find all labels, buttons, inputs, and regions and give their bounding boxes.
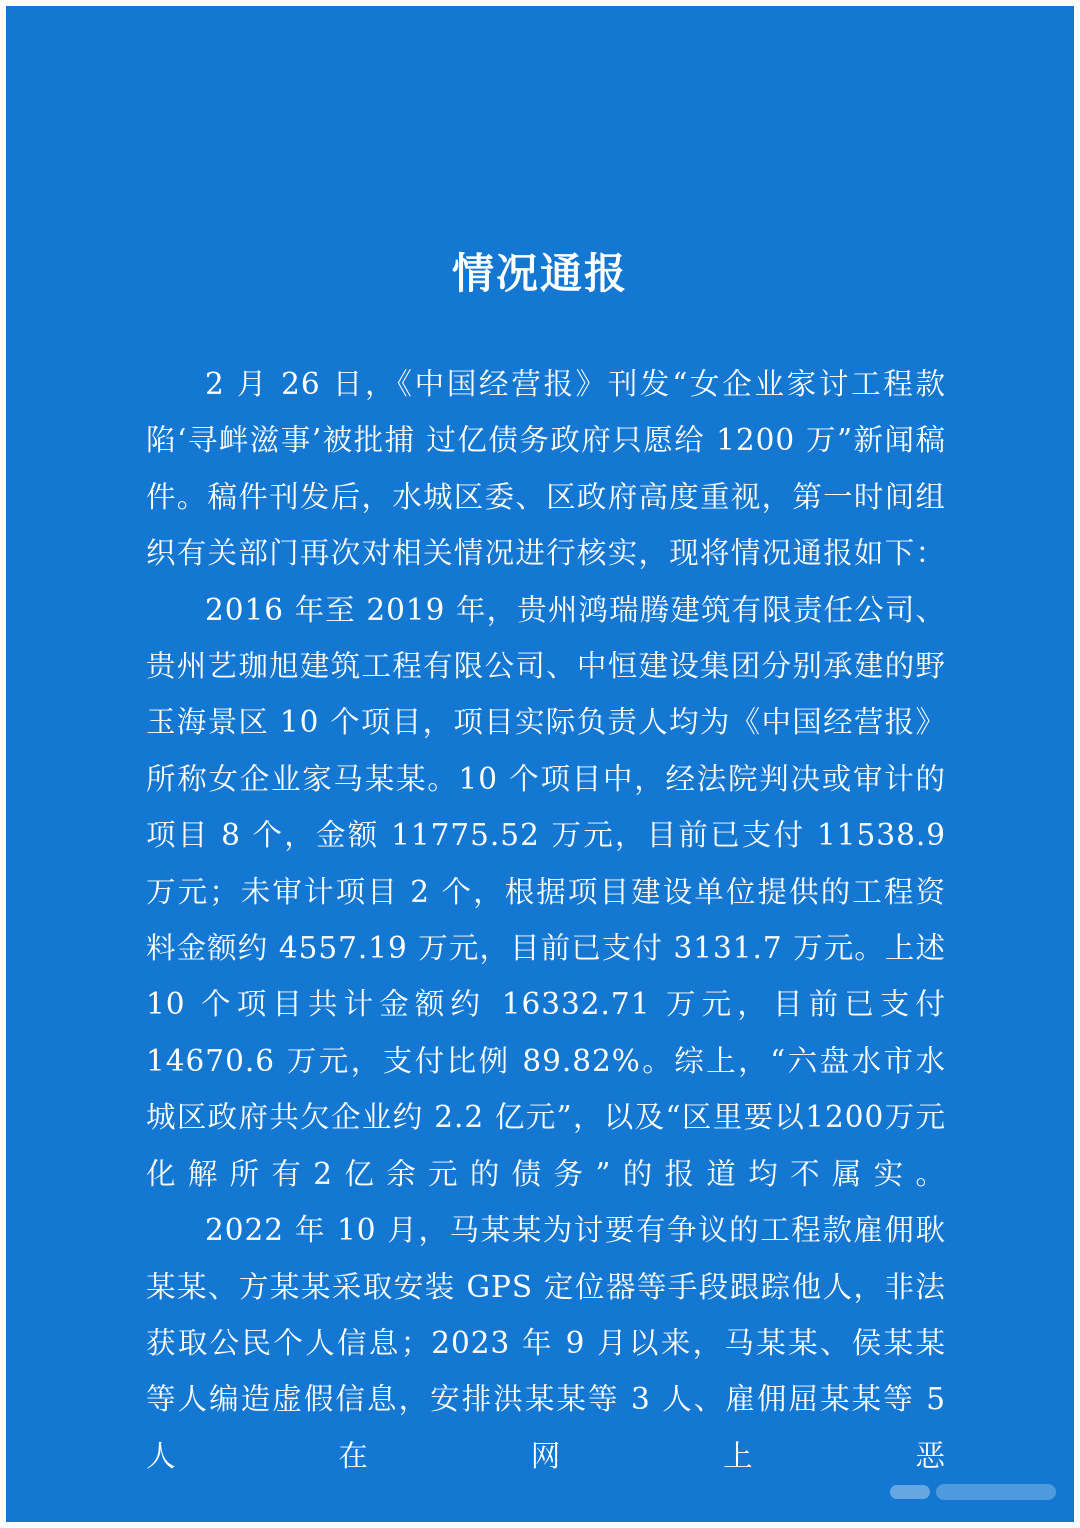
paragraph-2: 2016 年至 2019 年，贵州鸿瑞腾建筑有限责任公司、贵州艺珈旭建筑工程有限公司、中恒建设集团分别承建的野玉海景区 10 个项目，项目实际负责人均为《中国经营报》所称女企业家马某某。10 个项目中，经法院判决或审计的项目 8 个，金额 11775.52 万元，目前已支付 11538.9 万元；未审计项目 2 个，根据项目建设单位提供的工程资料金额约 4557.19 万元，目前已支付 3131.7 万元。上述 10 个项目共计金额约 16332.71 万元，目前已支付 14670.6 万元，支付比例 89.82%。综上，“六盘水市水城区政府共欠企业约 2.2 亿元”，以及“区里要以1200万元化解所有2亿余元的债务”的报道均不属实。	[146, 592, 946, 1191]
document-body	[146, 356, 946, 1484]
paragraph-3: 2022 年 10 月，马某某为讨要有争议的工程款雇佣耿某某、方某某采取安装 GPS 定位器等手段跟踪他人，非法获取公民个人信息；2023 年 9 月以来，马某某、侯某某等人编造虚假信息，安排洪某某等 3 人、雇佣屈某某等 5 人在网上恶	[146, 1213, 946, 1473]
watermark-logo-icon	[890, 1485, 930, 1499]
paragraph-1: 2 月 26 日，《中国经营报》刊发“女企业家讨工程款陷‘寻衅滋事’被批捕 过亿债务政府只愿给 1200 万”新闻稿件。稿件刊发后，水城区委、区政府高度重视，第一时间组织有关部门再次对相关情况进行核实，现将情况通报如下：	[146, 367, 946, 571]
watermark	[890, 1484, 1056, 1500]
document-title: 情况通报	[451, 249, 628, 298]
document-page	[6, 6, 1074, 1522]
watermark-blur-icon	[936, 1484, 1056, 1500]
